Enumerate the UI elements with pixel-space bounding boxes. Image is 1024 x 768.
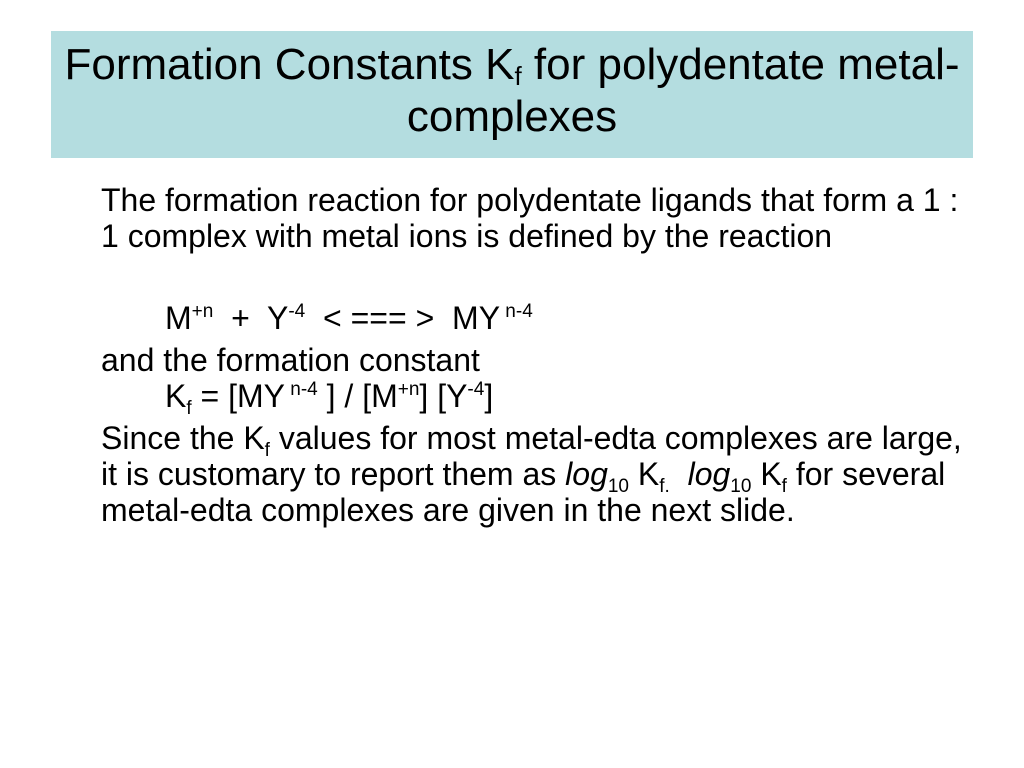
constant-intro: and the formation constant — [101, 342, 480, 378]
title-text-2: for polydentate metal-complexes — [406, 40, 960, 141]
since-paragraph — [101, 420, 981, 528]
reaction-complex-charge: n-4 — [500, 301, 533, 322]
since-k1: K — [629, 456, 660, 492]
kf-my-charge: n-4 — [284, 379, 318, 400]
since-text-1: Since the K — [101, 420, 265, 456]
formation-constant-equation — [101, 378, 981, 419]
since-kf-sub: f — [264, 440, 270, 461]
kf-end: ] — [484, 378, 494, 414]
since-k2-sub: f — [781, 476, 787, 497]
since-space — [670, 456, 688, 492]
log-1: log — [565, 456, 608, 492]
reaction-metal-charge: +n — [191, 301, 214, 322]
log-2: log — [687, 456, 731, 492]
kf-y-charge: -4 — [467, 379, 485, 400]
kf-sub: f — [186, 398, 192, 419]
kf-eq: = [MY — [191, 378, 285, 414]
slide-body — [101, 182, 981, 528]
intro-paragraph: The formation reaction for polydentate ligands that form a 1 : 1 complex with metal ions is defined by the reaction — [101, 182, 959, 254]
reaction-ligand-charge: -4 — [288, 301, 306, 322]
reaction-complex: MY — [452, 300, 501, 336]
spacer — [101, 254, 981, 300]
title-subscript: f — [514, 61, 522, 91]
kf-m-charge: +n — [397, 379, 420, 400]
kf-mid2: ] [Y — [419, 378, 468, 414]
reaction-ligand: Y — [267, 300, 289, 336]
log-1-base: 10 — [607, 476, 629, 497]
kf-k: K — [165, 378, 187, 414]
kf-mid: ] / [M — [317, 378, 398, 414]
reaction-arrow: < === > — [305, 300, 453, 336]
since-text-2: values for most metal-edta complexes are large, it is customary to report them as — [101, 420, 962, 492]
log-2-base: 10 — [730, 476, 752, 497]
reaction-metal: M — [165, 300, 192, 336]
slide-title — [51, 31, 973, 158]
reaction-plus: + — [213, 300, 267, 336]
since-k1-sub: f. — [659, 476, 670, 497]
reaction-equation — [101, 300, 981, 336]
since-k2: K — [751, 456, 782, 492]
title-text-1: Formation Constants K — [64, 40, 515, 89]
since-text-3: for several metal-edta complexes are given in the next slide. — [101, 456, 946, 528]
